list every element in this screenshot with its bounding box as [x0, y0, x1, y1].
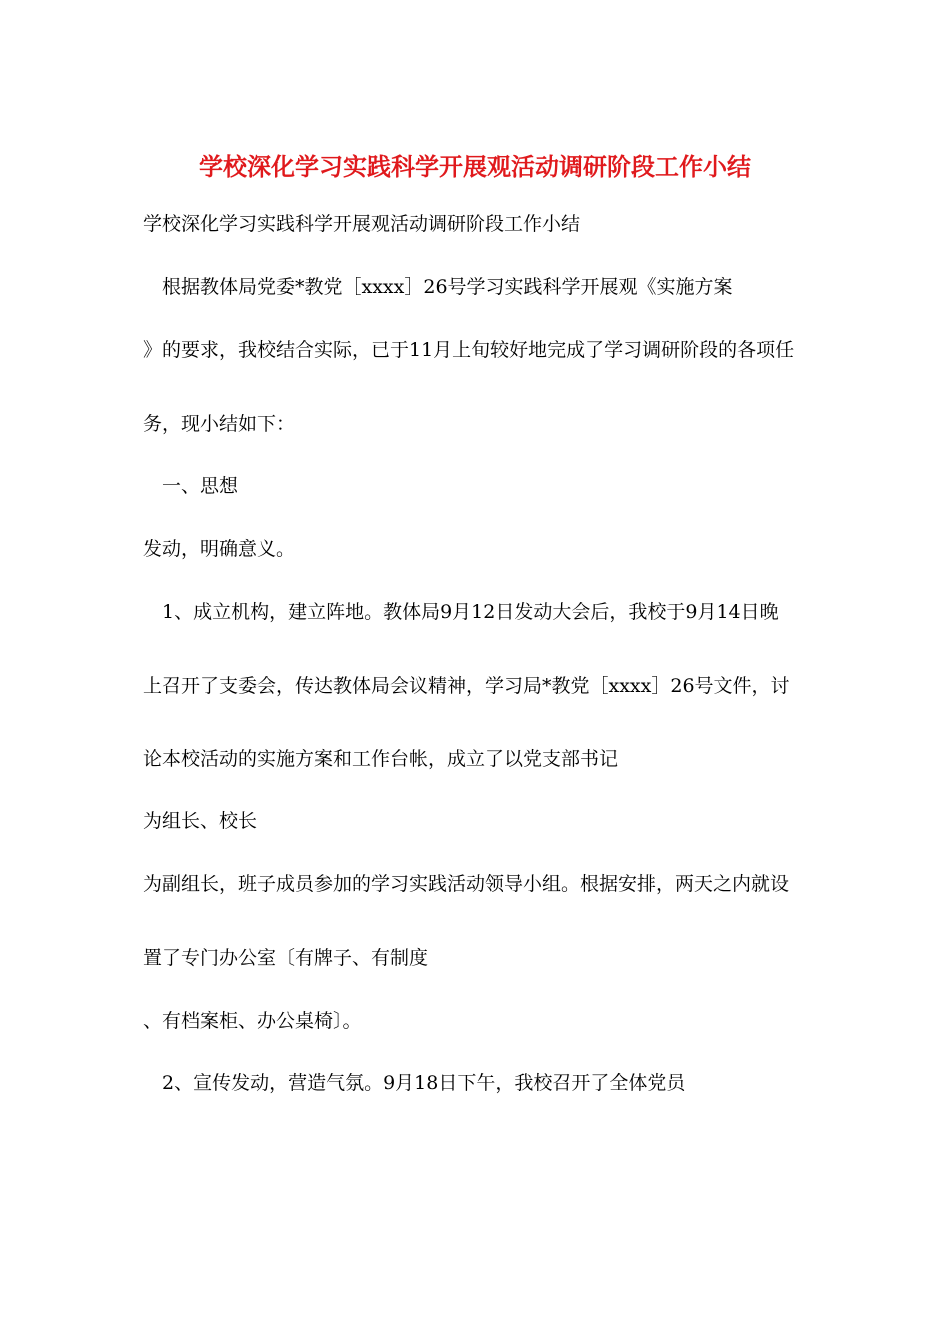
paragraph-line: 》的要求，我校结合实际，已于11月上旬较好地完成了学习调研阶段的各项任	[143, 339, 795, 361]
paragraph-line: 置了专门办公室〔有牌子、有制度	[143, 947, 429, 969]
paragraph-line: 上召开了支委会，传达教体局会议精神，学习局*教党［xxxx］26号文件，讨	[143, 675, 790, 697]
paragraph-line: 为副组长，班子成员参加的学习实践活动领导小组。根据安排，两天之内就设	[143, 873, 790, 895]
paragraph-line: 为组长、校长	[143, 810, 258, 832]
paragraph-line: 论本校活动的实施方案和工作台帐，成立了以党支部书记	[143, 748, 619, 770]
paragraph-line: 学校深化学习实践科学开展观活动调研阶段工作小结	[143, 213, 581, 235]
paragraph-line: 2、宣传发动，营造气氛。9月18日下午，我校召开了全体党员	[162, 1072, 686, 1094]
paragraph-line: 、有档案柜、办公桌椅〕。	[143, 1010, 362, 1032]
paragraph-line: 根据教体局党委*教党［xxxx］26号学习实践科学开展观《实施方案	[162, 276, 733, 298]
paragraph-line: 1、成立机构，建立阵地。教体局9月12日发动大会后，我校于9月14日晚	[162, 601, 779, 623]
document-title: 学校深化学习实践科学开展观活动调研阶段工作小结	[199, 152, 751, 181]
section-heading: 一、思想	[162, 475, 239, 497]
paragraph-line: 务，现小结如下：	[143, 413, 296, 435]
paragraph-line: 发动，明确意义。	[143, 538, 296, 560]
